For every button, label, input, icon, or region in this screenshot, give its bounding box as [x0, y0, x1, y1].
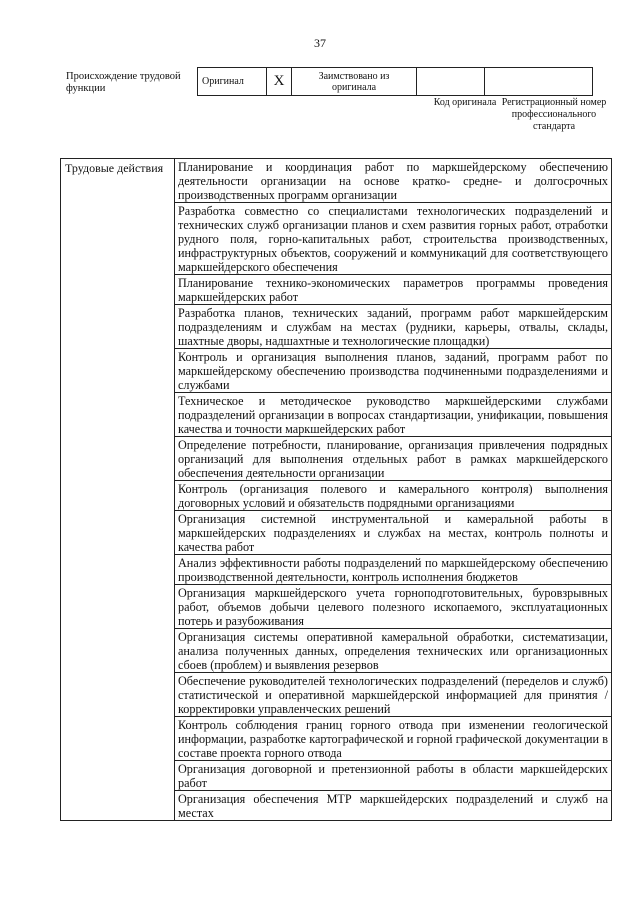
labor-action-item: Определение потребности, планирование, организация привлечения подрядных организаций для выполнения отдельных работ в рамках маркшейдерского обеспечения деятельности организации	[175, 437, 612, 481]
labor-action-row	[61, 159, 612, 203]
labor-action-item: Планирование технико-экономических параметров программы проведения маркшейдерских работ	[175, 275, 612, 305]
labor-action-item: Контроль (организация полевого и камерального контроля) выполнения договорных условий и обязательств подрядными организациями	[175, 481, 612, 511]
labor-action-item: Разработка планов, технических заданий, программ работ маркшейдерским подразделениям и службам на местах (рудники, карьеры, отвалы, склады, шахтные дворы, надшахтные и технологические площадки)	[175, 305, 612, 349]
labor-action-item: Организация системной инструментальной и камеральной работы в маркшейдерских подразделениях и службах на местах, контроль полноты и качества работ	[175, 511, 612, 555]
labor-actions-table	[60, 158, 612, 821]
labor-action-item: Организация системы оперативной камеральной обработки, систематизации, анализа полученных данных, определения технических или организационных сбоев (проблем) и выявления резервов	[175, 629, 612, 673]
labor-action-item: Обеспечение руководителей технологических подразделений (переделов и служб) статистической и оперативной маркшейдерской информацией для принятия / корректировки управленческих решений	[175, 673, 612, 717]
borrowed-cell: Заимствовано из оригинала	[292, 68, 417, 96]
labor-action-item: Организация договорной и претензионной работы в области маркшейдерских работ	[175, 761, 612, 791]
labor-action-item: Анализ эффективности работы подразделений по маркшейдерскому обеспечению производственной деятельности, контроль исполнения бюджетов	[175, 555, 612, 585]
registration-caption: Регистрационный номер профессионального стандарта	[501, 97, 607, 132]
labor-action-item: Контроль и организация выполнения планов, заданий, программ работ по маркшейдерскому обеспечению производства подчиненными подразделениями и службами	[175, 349, 612, 393]
origin-label: Происхождение трудовой функции	[66, 71, 181, 94]
labor-actions-heading: Трудовые действия	[61, 159, 175, 821]
labor-action-item: Техническое и методическое руководство маркшейдерскими службами подразделений организации в вопросах стандартизации, унификации, повышения качества и точности маркшейдерских работ	[175, 393, 612, 437]
origin-table	[197, 67, 593, 96]
labor-action-item: Организация маркшейдерского учета горноподготовительных, буровзрывных работ, объемов добычи целевого полезного ископаемого, эксплуатационных потерь и разубоживания	[175, 585, 612, 629]
labor-action-item: Планирование и координация работ по маркшейдерскому обеспечению деятельности организации на основе кратко- средне- и долгосрочных производственных программ организации	[175, 159, 612, 203]
labor-action-item: Контроль соблюдения границ горного отвода при изменении геологической информации, разработке картографической и горной графической документации в составе проекта горного отвода	[175, 717, 612, 761]
code-caption: Код оригинала	[433, 97, 497, 108]
original-cell: Оригинал	[198, 68, 267, 96]
page-number: 37	[314, 36, 326, 50]
original-code-cell	[417, 68, 485, 96]
labor-action-item: Организация обеспечения МТР маркшейдерских подразделений и служб на местах	[175, 791, 612, 821]
labor-action-item: Разработка совместно со специалистами технологических подразделений и технических служб организации планов и схем развития горных работ, отработки рудного поля, горно-капитальных работ, строительства производственных, инфраструктурных объектов, сооружений и коммуникаций для соответствующего маркшейдерского обеспечения	[175, 203, 612, 275]
original-mark: X	[267, 68, 292, 96]
registration-number-cell	[485, 68, 593, 96]
